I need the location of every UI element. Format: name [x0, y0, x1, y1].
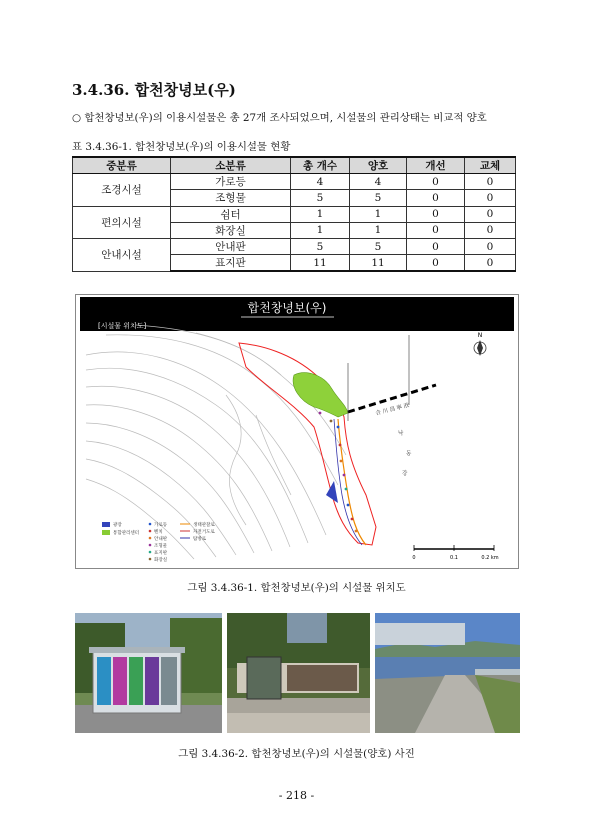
cell-replace: 0: [465, 206, 516, 222]
legend-bike-road: 자전거도로: [193, 530, 215, 535]
legend-infoboard: 안내판: [154, 537, 168, 542]
cell-improve: 0: [407, 255, 465, 272]
cell-improve: 0: [407, 174, 465, 190]
legend-sign: 표지판: [154, 551, 168, 556]
header-good: 양호: [350, 157, 407, 174]
table-row: [73, 174, 516, 190]
cell-good: 5: [350, 238, 407, 254]
header-improve: 개선: [407, 157, 465, 174]
river-label-3: 강: [402, 471, 408, 477]
table-header-row: [73, 157, 516, 174]
cell-good: 1: [350, 206, 407, 222]
cell-replace: 0: [465, 190, 516, 206]
legend-streetlight: 가로등: [154, 523, 168, 528]
group-convenience: 편의시설: [73, 206, 171, 238]
map-subtitle: [시설물 위치도]: [98, 322, 147, 330]
table-row: [73, 206, 516, 222]
cell-sub: 가로등: [171, 174, 291, 190]
map-caption: 그림 3.4.36-1. 합천창녕보(우)의 시설물 위치도: [187, 582, 406, 594]
legend-sculpture: 조형물: [154, 544, 168, 549]
cell-total: 1: [291, 222, 350, 238]
page-number: - 218 -: [278, 789, 315, 802]
header-subcategory: 소분류: [171, 157, 291, 174]
table-caption: 표 3.4.36-1. 합천창녕보(우)의 이용시설물 현황: [72, 141, 291, 153]
legend-restroom: 화장실: [154, 558, 168, 563]
cell-replace: 0: [465, 222, 516, 238]
restroom-photo: [75, 613, 222, 733]
cell-good: 1: [350, 222, 407, 238]
walking-trail: [334, 419, 362, 545]
cell-total: 4: [291, 174, 350, 190]
section-heading: [72, 79, 236, 100]
photo-caption: 그림 3.4.36-2. 합천창녕보(우)의 시설물(양호) 사진: [178, 748, 415, 760]
group-guidance: 안내시설: [73, 238, 171, 271]
legend-walking-trail: 탐방로: [193, 537, 207, 542]
section-number: 3.4.36.: [72, 81, 130, 99]
legend-plaza: 광장: [113, 523, 122, 528]
map-canvas: [76, 295, 518, 568]
photo-sculpture: [227, 613, 370, 733]
cell-improve: 0: [407, 190, 465, 206]
cell-total: 5: [291, 190, 350, 206]
cell-replace: 0: [465, 255, 516, 272]
section-title: 합천창녕보(우): [134, 81, 236, 99]
contour-lines: [86, 325, 346, 559]
cell-sub: 쉼터: [171, 206, 291, 222]
header-replace: 교체: [465, 157, 516, 174]
cell-total: 1: [291, 206, 350, 222]
facility-table: [72, 156, 516, 272]
sculpture-photo: [227, 613, 370, 733]
river-label-1: 낙: [398, 431, 404, 437]
cell-improve: 0: [407, 206, 465, 222]
river-label-2: 동: [406, 451, 412, 457]
summary-text: ○ 합천창녕보(우)의 이용시설물은 총 27개 조사되었으며, 시설물의 관리상태는 비교적 양호: [72, 112, 487, 124]
legend-bench: 벤치: [154, 530, 163, 535]
cell-good: 4: [350, 174, 407, 190]
path-photo: [375, 613, 520, 733]
eco-trail: [338, 419, 366, 545]
map-legend: [102, 521, 215, 563]
cell-sub: 화장실: [171, 222, 291, 238]
cell-sub: 조형물: [171, 190, 291, 206]
location-map: [75, 294, 519, 569]
legend-eco-trail: 생태관찰로: [193, 523, 215, 528]
north-arrow-icon: [474, 332, 486, 356]
cell-replace: 0: [465, 238, 516, 254]
cell-good: 5: [350, 190, 407, 206]
header-total: 총 개수: [291, 157, 350, 174]
scale-2: 0.2 km: [481, 555, 499, 561]
cell-total: 11: [291, 255, 350, 272]
north-label: N: [477, 332, 483, 339]
cell-sub: 표지판: [171, 255, 291, 272]
cell-improve: 0: [407, 222, 465, 238]
cell-sub: 안내판: [171, 238, 291, 254]
cell-improve: 0: [407, 238, 465, 254]
map-title: 합천창녕보(우): [247, 301, 327, 315]
photo-path: [375, 613, 520, 733]
scale-bar: [412, 545, 498, 561]
plaza-area: [326, 481, 338, 503]
photo-restroom: [75, 613, 222, 733]
cell-total: 5: [291, 238, 350, 254]
header-category: 중분류: [73, 157, 171, 174]
scale-1: 0.1: [450, 555, 458, 561]
table-row: [73, 238, 516, 254]
cell-replace: 0: [465, 174, 516, 190]
management-center-area: [293, 373, 348, 417]
weir-label: 合 川 昌 寧 洑: [375, 402, 410, 417]
cell-good: 11: [350, 255, 407, 272]
legend-center: 통합관리센터: [113, 531, 140, 536]
scale-0: 0: [412, 555, 416, 561]
group-landscape: 조경시설: [73, 174, 171, 206]
